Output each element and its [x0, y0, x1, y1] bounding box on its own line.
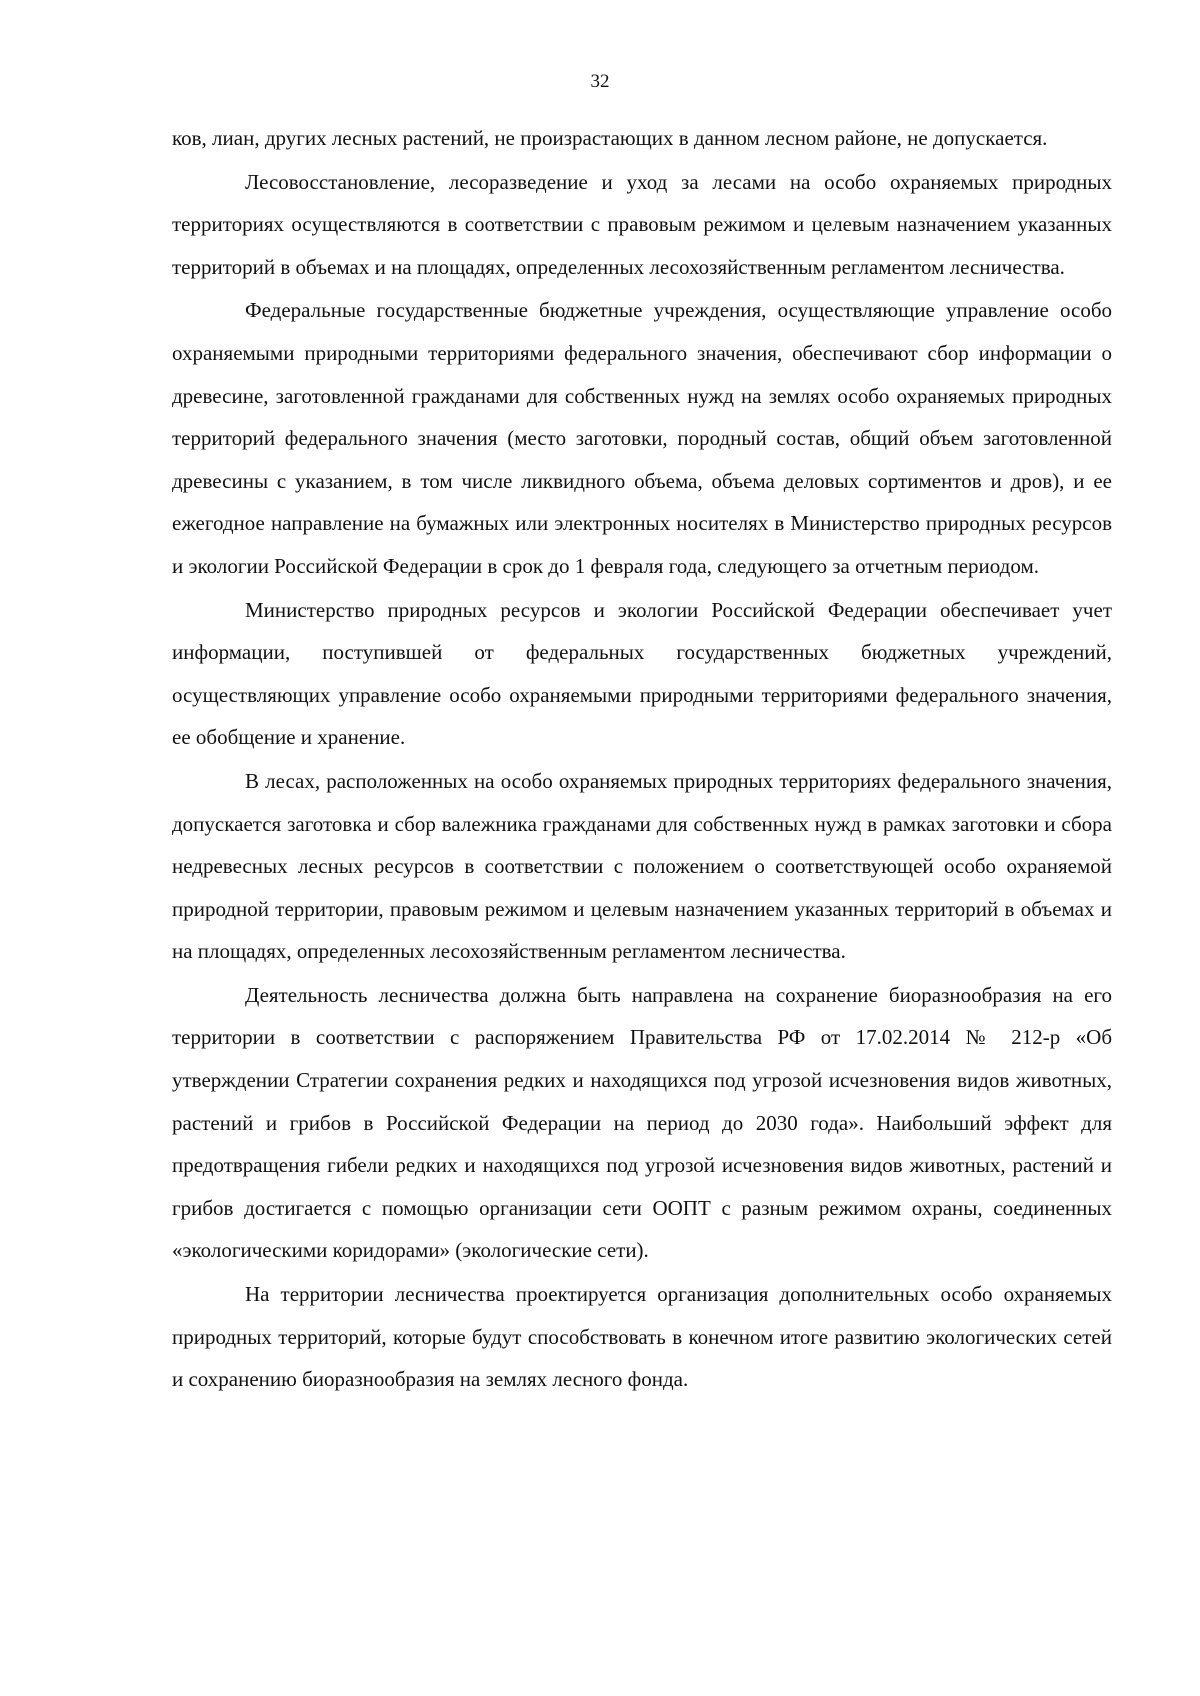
- paragraph-continuation: ков, лиан, других лесных растений, не произрастающих в данном лесном районе, не допускается.: [172, 126, 1048, 150]
- paragraph-federal-institutions: Федеральные государственные бюджетные учреждения, осуществляющие управление особо охраняемыми природными территориями федерального значения, обеспечивают сбор информации о древесине, заготовленной гражданами для собственных нужд на землях особо охраняемых природных территорий федерального значения (место заготовки, породный состав, общий объем заготовленной древесины с указанием, в том числе ликвидного объема, объема деловых сортиментов и дров), и ее ежегодное направление на бумажных или электронных носителях в Министерство природных ресурсов и экологии Российской Федерации в срок до 1 февраля года, следующего за отчетным периодом.: [172, 298, 1112, 578]
- paragraph-biodiversity: Деятельность лесничества должна быть направлена на сохранение биоразнообразия на его территории в соответствии с распоряжением Правительства РФ от 17.02.2014 № 212-р «Об утверждении Стратегии сохранения редких и находящихся под угрозой исчезновения видов животных, растений и грибов в Российской Федерации на период до 2030 года». Наибольший эффект для предотвращения гибели редких и находящихся под угрозой исчезновения видов животных, растений и грибов достигается с помощью организации сети ООПТ с разным режимом охраны, соединенных «экологическими коридорами» (экологические сети).: [172, 982, 1112, 1263]
- paragraph-ministry: Министерство природных ресурсов и экологии Российской Федерации обеспечивает учет информации, поступившей от федеральных государственных бюджетных учреждений, осуществляющих управление особо охраняемыми природными территориями федерального значения, ее обобщение и хранение.: [172, 597, 1112, 750]
- paragraph-additional-territories: На территории лесничества проектируется организация дополнительных особо охраняемых природных территорий, которые будут способствовать в конечном итоге развитию экологических сетей и сохранению биоразнообразия на землях лесного фонда.: [172, 1282, 1112, 1392]
- page-number: 32: [590, 71, 610, 92]
- paragraph-reforestation: Лесовосстановление, лесоразведение и уход за лесами на особо охраняемых природных территориях осуществляются в соответствии с правовым режимом и целевым назначением указанных территорий в объемах и на площадях, определенных лесохозяйственным регламентом лесничества.: [172, 169, 1112, 279]
- document-body: [172, 117, 1112, 1402]
- paragraph-deadwood-collection: В лесах, расположенных на особо охраняемых природных территориях федерального значения, допускается заготовка и сбор валежника гражданами для собственных нужд в рамках заготовки и сбора недревесных лесных ресурсов в соответствии с положением о соответствующей особо охраняемой природной территории, правовым режимом и целевым назначением указанных территорий в объемах и на площадях, определенных лесохозяйственным регламентом лесничества.: [172, 768, 1112, 964]
